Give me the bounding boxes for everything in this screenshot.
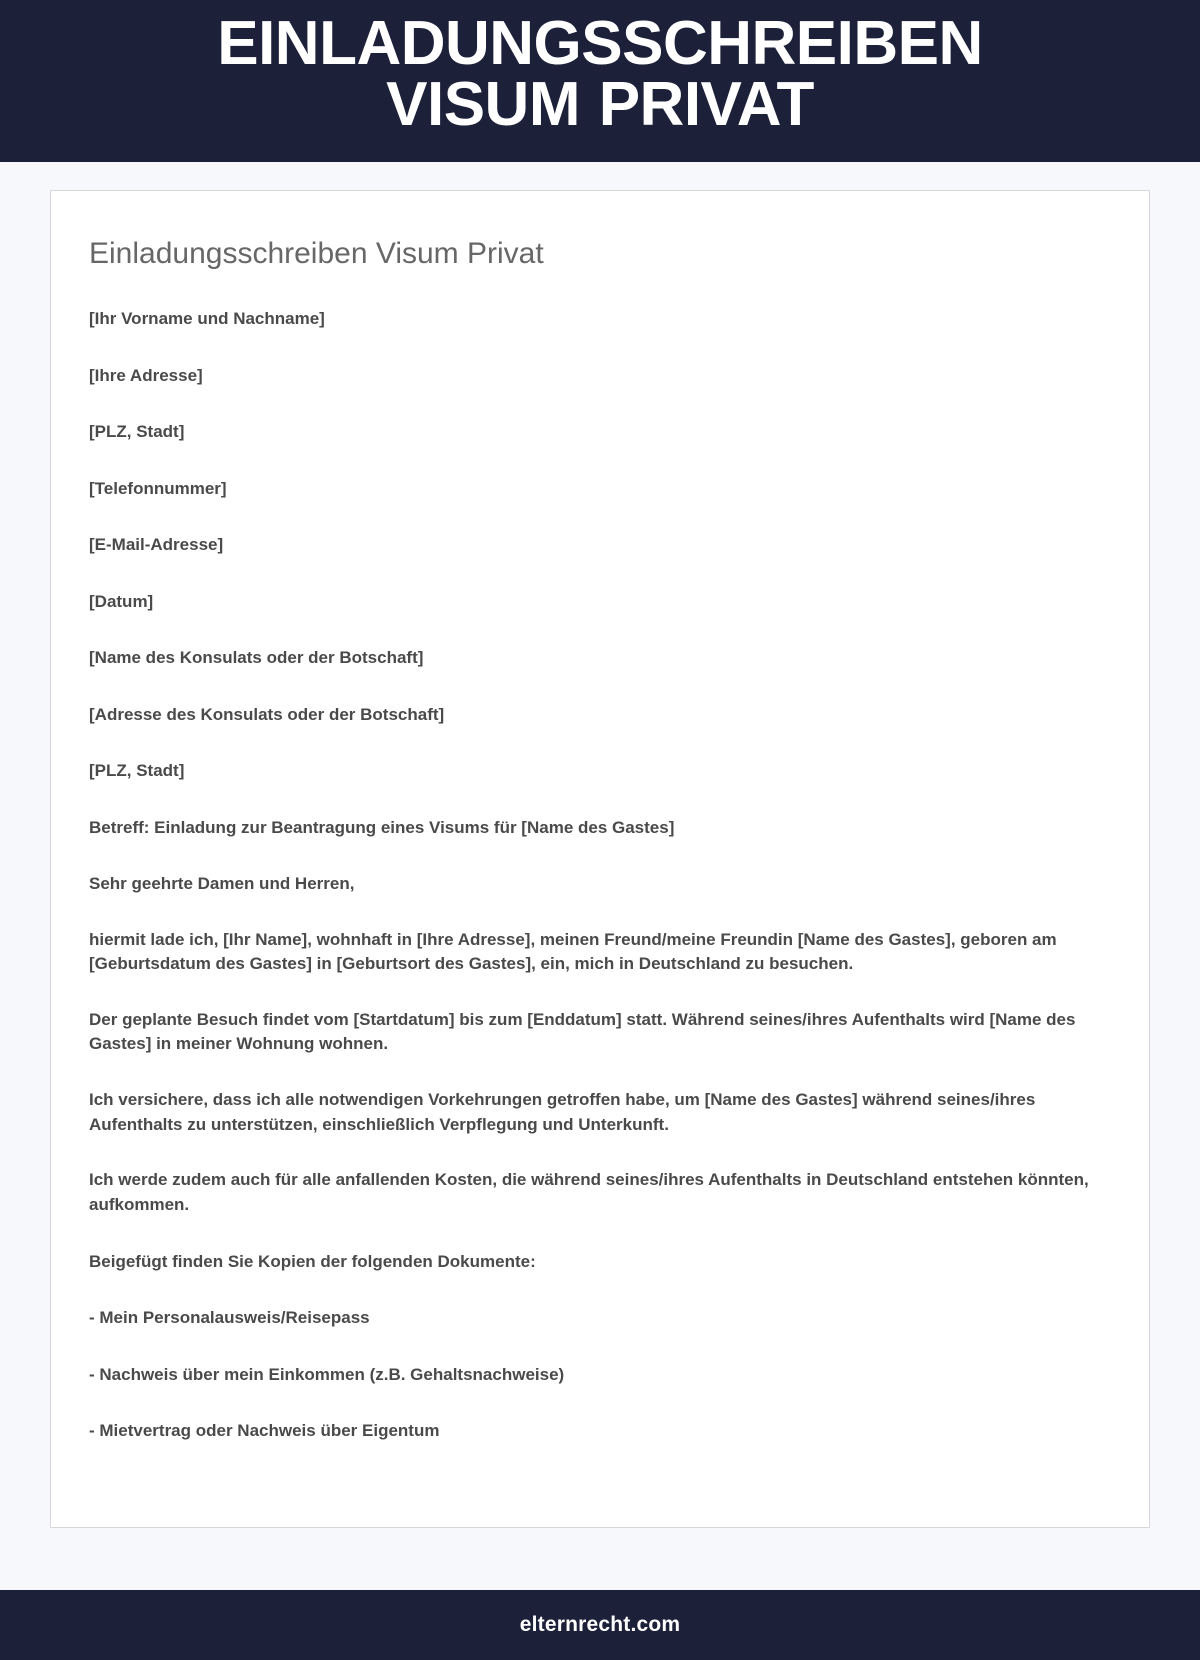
sender-line-email: [E-Mail-Adresse] bbox=[89, 535, 224, 554]
page-header-title bbox=[20, 9, 1180, 139]
sender-line-phone: [Telefonnummer] bbox=[89, 478, 227, 498]
attached-documents-block bbox=[89, 1249, 1111, 1444]
document-card bbox=[50, 190, 1150, 1528]
sender-line-name: [Ihr Vorname und Nachname] bbox=[89, 309, 325, 328]
subject-block bbox=[89, 815, 1111, 841]
document-list-item: - Nachweis über mein Einkommen (z.B. Gehaltsnachweise) bbox=[89, 1364, 565, 1384]
sender-line-date: [Datum] bbox=[89, 591, 154, 611]
recipient-line-address: [Adresse des Konsulats oder der Botschaft] bbox=[89, 704, 445, 724]
recipient-line-city: [PLZ, Stadt] bbox=[89, 761, 185, 780]
page-footer-banner bbox=[0, 1590, 1200, 1660]
document-title: Einladungsschreiben Visum Privat bbox=[89, 236, 544, 270]
salutation-line: Sehr geehrte Damen und Herren, bbox=[89, 874, 355, 893]
sender-line-address: [Ihre Adresse] bbox=[89, 365, 203, 385]
sender-line-city: [PLZ, Stadt] bbox=[89, 422, 185, 441]
body-paragraphs bbox=[89, 928, 1111, 1218]
document-list-item: - Mein Personalausweis/Reisepass bbox=[89, 1308, 370, 1328]
body-paragraph-2: Der geplante Besuch findet vom [Startdatum] bis zum [Enddatum] statt. Während seines/ihres Aufenthalts wird [Name des Gastes] in meiner Wohnung wohnen. bbox=[89, 1009, 1076, 1054]
documents-intro: Beigefügt finden Sie Kopien der folgenden Dokumente: bbox=[89, 1251, 536, 1271]
document-list-item: - Mietvertrag oder Nachweis über Eigentum bbox=[89, 1421, 440, 1441]
page-header-banner bbox=[0, 0, 1200, 162]
page-header-title-line-2: VISUM PRIVAT bbox=[386, 69, 814, 139]
body-paragraph-4: Ich werde zudem auch für alle anfallenden Kosten, die während seines/ihres Aufenthalts in Deutschland entstehen könnten, aufkommen. bbox=[89, 1170, 1089, 1214]
subject-line: Betreff: Einladung zur Beantragung eines Visums für [Name des Gastes] bbox=[89, 817, 675, 837]
recipient-line-name: [Name des Konsulats oder der Botschaft] bbox=[89, 648, 424, 667]
document-area bbox=[0, 162, 1200, 1590]
recipient-address-block bbox=[89, 645, 1111, 784]
page-header-title-line-1: EINLADUNGSSCHREIBEN bbox=[217, 9, 983, 78]
body-paragraph-3: Ich versichere, dass ich alle notwendigen Vorkehrungen getroffen habe, um [Name des Gastes] während seines/ihres Aufenthalts zu unterstützen, einschließlich Verpflegung und Unterkunft. bbox=[89, 1090, 1036, 1134]
body-paragraph-1: hiermit lade ich, [Ihr Name], wohnhaft in [Ihre Adresse], meinen Freund/meine Freundin [Name des Gastes], geboren am [Geburtsdatum des Gastes] in [Geburtsort des Gastes], ein, mich in Deutschland zu besuchen. bbox=[89, 929, 1057, 974]
salutation-block bbox=[89, 871, 1111, 897]
footer-site-name: elternrecht.com bbox=[519, 1612, 681, 1636]
sender-address-block bbox=[89, 306, 1111, 614]
